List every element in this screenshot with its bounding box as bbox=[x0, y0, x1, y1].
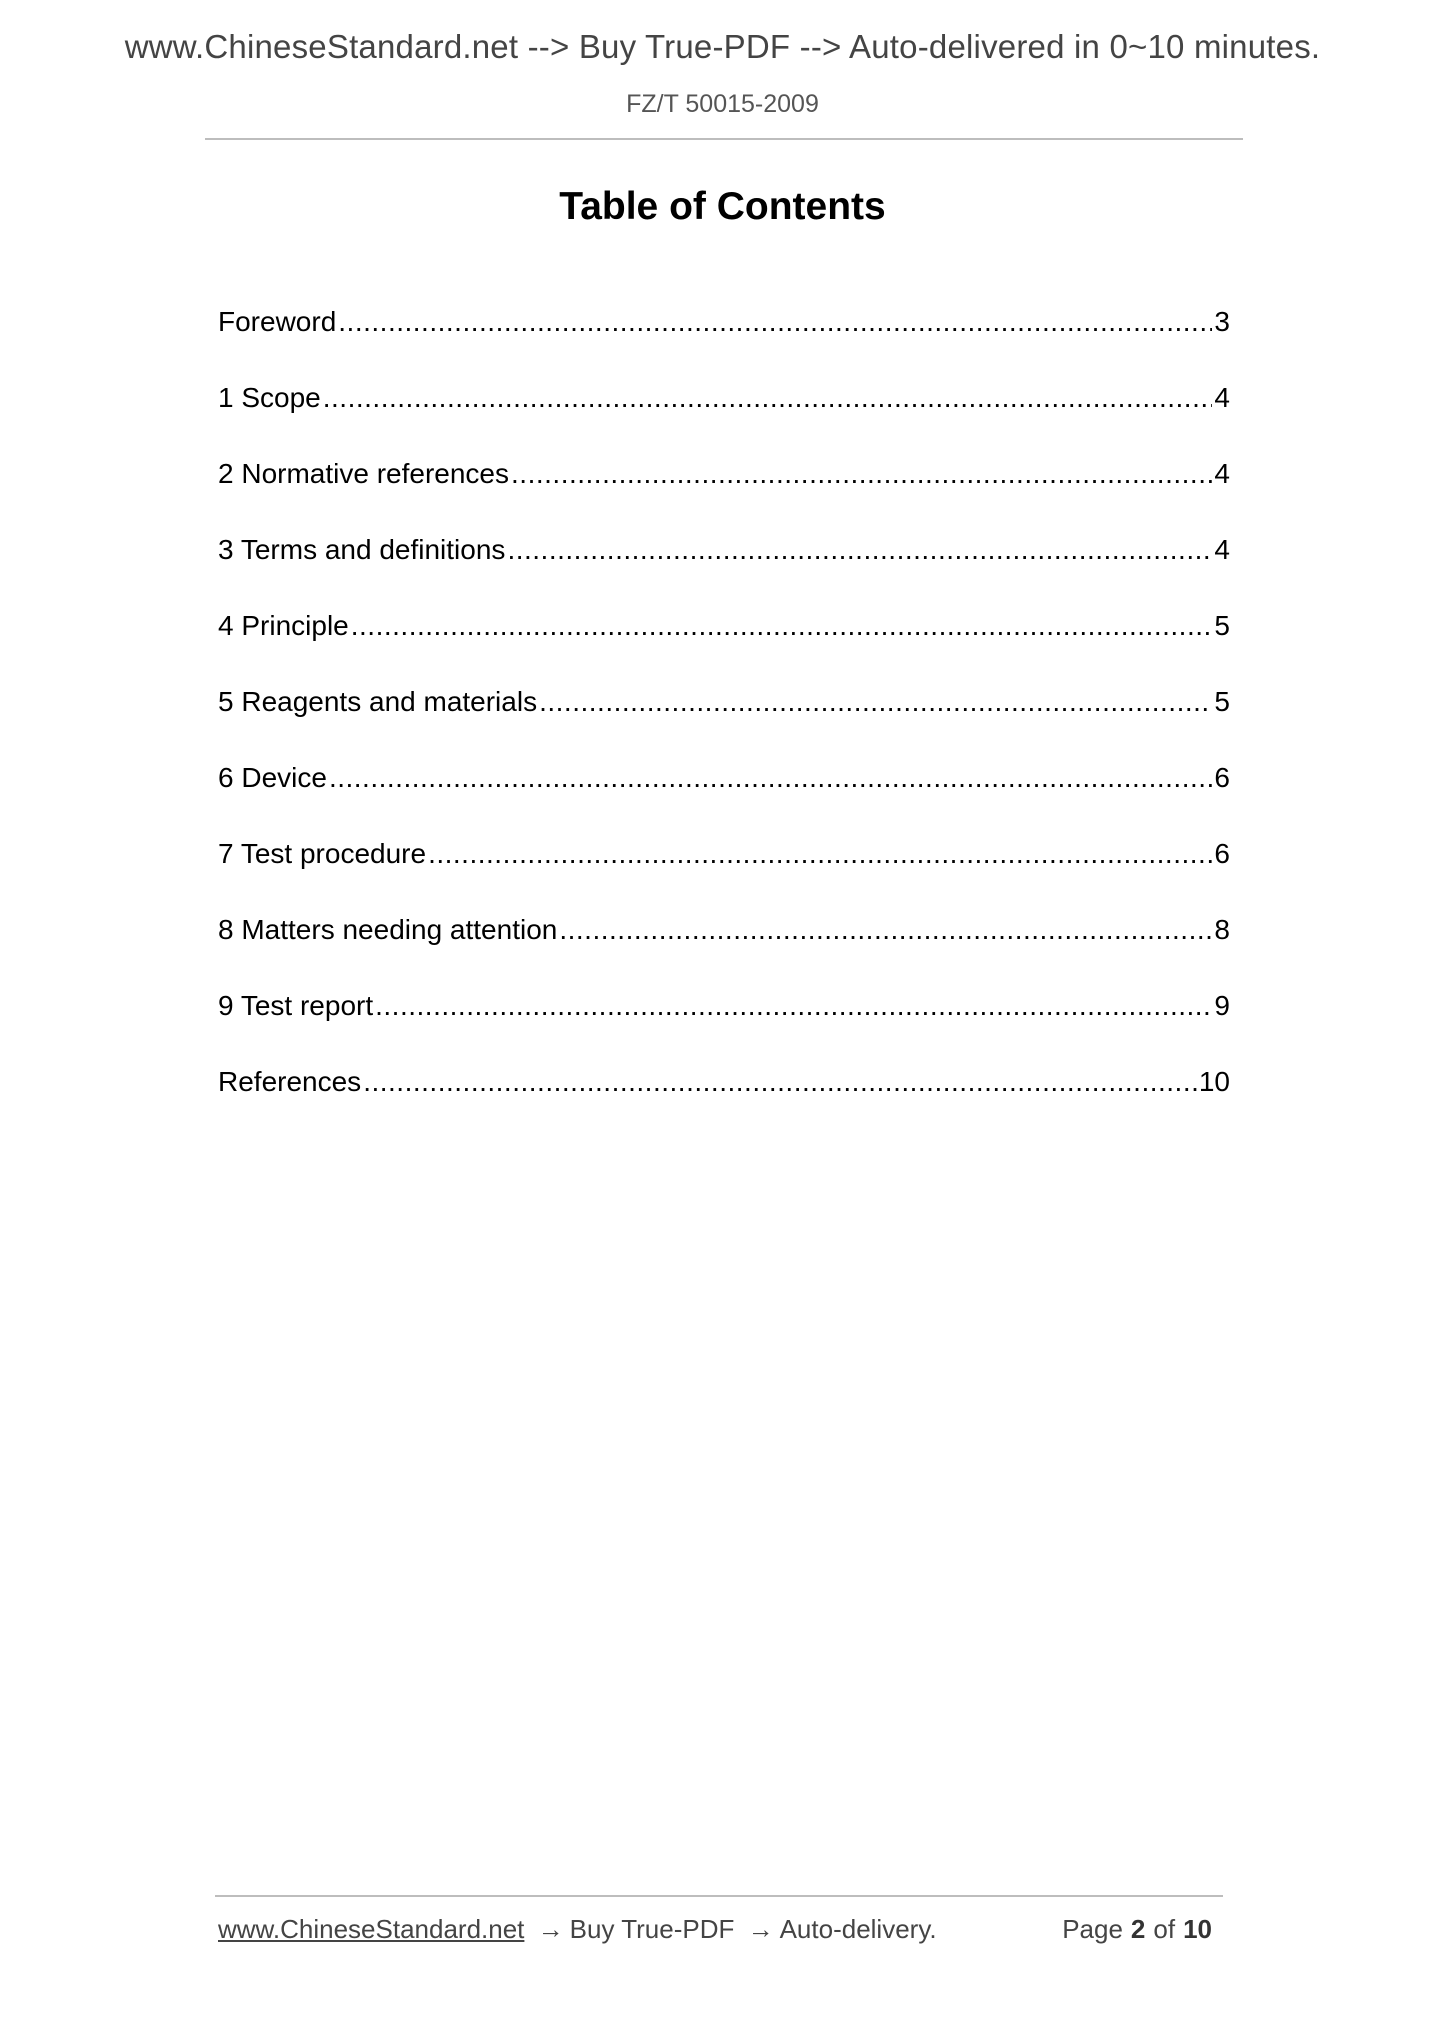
toc-leader-dots bbox=[363, 1062, 1197, 1102]
toc-entry-label: 6 Device bbox=[218, 762, 327, 793]
toc-leader-dots bbox=[507, 530, 1212, 570]
toc-entry-page: 8 bbox=[1214, 914, 1230, 945]
toc-leader-dots bbox=[559, 910, 1212, 950]
toc-entry-page: 4 bbox=[1214, 458, 1230, 489]
page-total: 10 bbox=[1183, 1914, 1212, 1944]
toc-title: Table of Contents bbox=[559, 185, 886, 228]
page-current: 2 bbox=[1130, 1914, 1146, 1944]
arrow-right-icon: → bbox=[747, 1914, 774, 1944]
page-footer bbox=[218, 1914, 1220, 1945]
arrow-right-icon: → bbox=[537, 1914, 564, 1944]
of-word: of bbox=[1153, 1914, 1176, 1944]
header-divider bbox=[205, 138, 1243, 140]
toc-entry-scope[interactable] bbox=[218, 378, 1230, 454]
toc-list bbox=[218, 302, 1230, 1138]
toc-leader-dots bbox=[329, 758, 1212, 798]
toc-entry-page: 5 bbox=[1214, 610, 1230, 641]
toc-entry-label: 8 Matters needing attention bbox=[218, 914, 558, 945]
toc-entry-device[interactable] bbox=[218, 758, 1230, 834]
toc-entry-page: 4 bbox=[1214, 382, 1230, 413]
toc-leader-dots bbox=[428, 834, 1212, 874]
toc-entry-normative-references[interactable] bbox=[218, 454, 1230, 530]
toc-entry-page: 5 bbox=[1214, 686, 1230, 717]
toc-entry-label: 5 Reagents and materials bbox=[218, 686, 538, 717]
toc-entry-page: 3 bbox=[1214, 306, 1230, 337]
toc-entry-test-report[interactable] bbox=[218, 986, 1230, 1062]
page-word: Page bbox=[1062, 1914, 1123, 1944]
toc-entry-label: 2 Normative references bbox=[218, 458, 510, 489]
toc-entry-matters-needing-attention[interactable] bbox=[218, 910, 1230, 986]
footer-buy-text: Buy True-PDF bbox=[569, 1914, 735, 1944]
footer-divider bbox=[215, 1895, 1223, 1897]
toc-leader-dots bbox=[511, 454, 1212, 494]
toc-entry-page: 10 bbox=[1198, 1066, 1230, 1097]
toc-leader-dots bbox=[351, 606, 1213, 646]
toc-entry-page: 4 bbox=[1214, 534, 1230, 565]
toc-entry-label: 7 Test procedure bbox=[218, 838, 427, 869]
toc-entry-label: 9 Test report bbox=[218, 990, 374, 1021]
toc-entry-label: Foreword bbox=[218, 306, 337, 337]
site-banner: www.ChineseStandard.net --> Buy True-PDF --> Auto-delivered in 0~10 minutes. bbox=[124, 28, 1321, 65]
footer-site-link[interactable]: www.ChineseStandard.net bbox=[218, 1914, 525, 1944]
toc-leader-dots bbox=[323, 378, 1213, 418]
toc-entry-label: 4 Principle bbox=[218, 610, 349, 641]
toc-entry-page: 6 bbox=[1214, 762, 1230, 793]
footer-delivery-text: Auto-delivery. bbox=[779, 1914, 937, 1944]
toc-entry-terms-and-definitions[interactable] bbox=[218, 530, 1230, 606]
toc-entry-page: 9 bbox=[1214, 990, 1230, 1021]
toc-entry-label: References bbox=[218, 1066, 362, 1097]
toc-entry-label: 3 Terms and definitions bbox=[218, 534, 506, 565]
toc-entry-principle[interactable] bbox=[218, 606, 1230, 682]
toc-entry-reagents-and-materials[interactable] bbox=[218, 682, 1230, 758]
toc-leader-dots bbox=[375, 986, 1212, 1026]
toc-leader-dots bbox=[338, 302, 1212, 342]
toc-entry-references[interactable] bbox=[218, 1062, 1230, 1138]
toc-entry-foreword[interactable] bbox=[218, 302, 1230, 378]
document-id: FZ/T 50015-2009 bbox=[626, 90, 819, 118]
toc-leader-dots bbox=[539, 682, 1212, 722]
page-number bbox=[1062, 1914, 1220, 1945]
toc-entry-label: 1 Scope bbox=[218, 382, 321, 413]
toc-entry-test-procedure[interactable] bbox=[218, 834, 1230, 910]
toc-entry-page: 6 bbox=[1214, 838, 1230, 869]
